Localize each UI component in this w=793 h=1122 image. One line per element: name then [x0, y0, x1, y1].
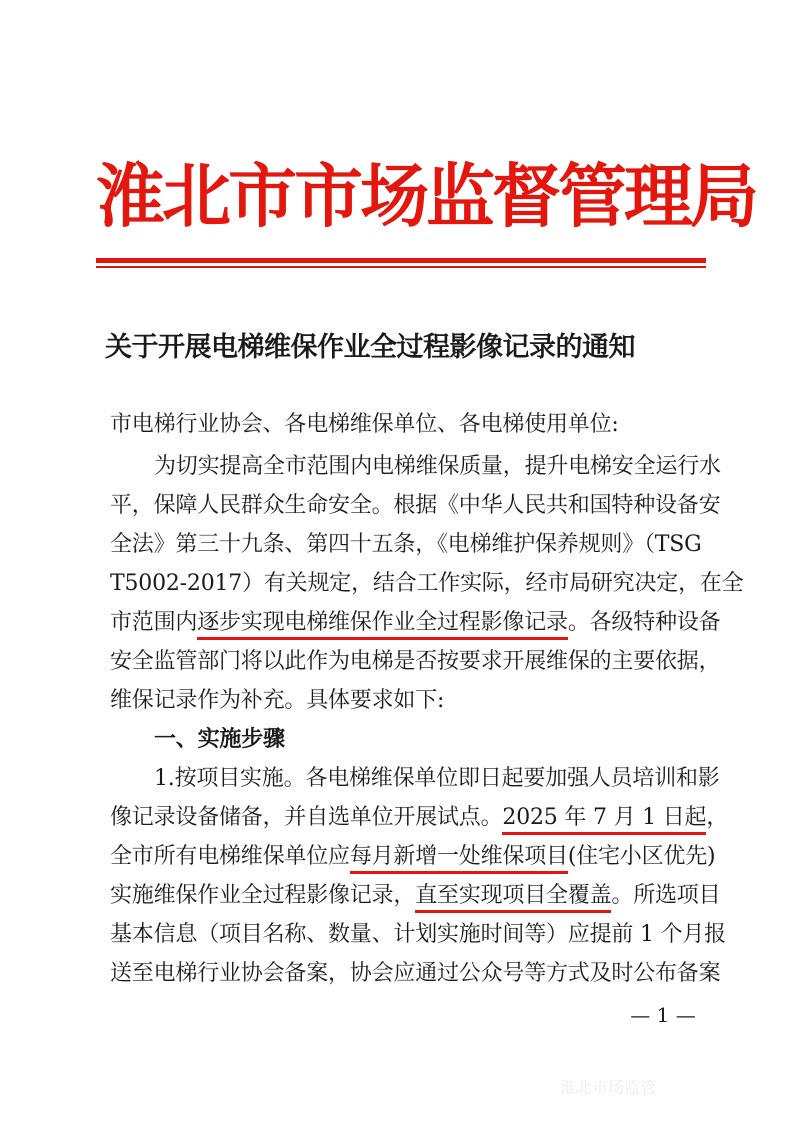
section1-line-1: 1.按项目实施。各电梯维保单位即日起要加强人员培训和影: [154, 766, 720, 791]
section1-line-4: [110, 881, 721, 911]
masthead-red-rule-thick: [96, 258, 706, 263]
document-title: 关于开展电梯维保作业全过程影像记录的通知: [105, 332, 635, 363]
body-line-3: 全法》第三十九条、第四十五条，《电梯维护保养规则》（TSG: [110, 532, 702, 557]
section1-line-4-end: 。所选项目: [611, 883, 721, 908]
underlined-phrase-full-video-record: 逐步实现电梯维保作业全过程影像记录: [197, 610, 568, 640]
underlined-date: 2025 年 7 月 1 日起: [502, 805, 706, 835]
section-heading-implementation-steps: 一、实施步骤: [154, 727, 285, 752]
body-line-5-end: 。各级特种设备: [567, 610, 721, 635]
section1-line-4-start: 实施维保作业全过程影像记录，: [110, 883, 416, 908]
section1-line-3: [110, 842, 716, 872]
section1-line-2-start: 像记录设备储备，并自选单位开展试点。: [110, 805, 503, 830]
section1-line-2-end: ，: [706, 805, 729, 830]
section1-line-3-start: 全市所有电梯维保单位应: [110, 844, 350, 869]
masthead-red-rule-thin: [96, 266, 706, 268]
masthead-issuer: 淮北市市场监督管理局: [96, 157, 756, 237]
section1-line-5: 基本信息（项目名称、数量、计划实施时间等）应提前 1 个月报: [110, 922, 726, 947]
body-line-5-start: 市范围内: [110, 610, 198, 635]
body-line-2: 平，保障人民群众生命安全。根据《中华人民共和国特种设备安: [110, 493, 721, 518]
body-line-5: [110, 608, 721, 638]
body-line-4: T5002-2017）有关规定，结合工作实际，经市局研究决定，在全: [110, 571, 744, 596]
body-line-1: 为切实提高全市范围内电梯维保质量，提升电梯安全运行水: [154, 454, 721, 479]
section1-line-2: [110, 803, 729, 833]
underlined-monthly-project: 每月新增一处维保项目: [350, 844, 568, 874]
faint-watermark: 淮北市场监管: [560, 1078, 657, 1097]
body-line-6: 安全监管部门将以此作为电梯是否按要求开展维保的主要依据，: [110, 649, 721, 674]
addressee-line: 市电梯行业协会、各电梯维保单位、各电梯使用单位:: [110, 412, 619, 437]
section1-line-3-end: (住宅小区优先): [567, 844, 716, 869]
section1-line-6: 送至电梯行业协会备案，协会应通过公众号等方式及时公布备案: [110, 961, 721, 986]
underlined-full-coverage: 直至实现项目全覆盖: [415, 883, 611, 913]
body-line-7: 维保记录作为补充。具体要求如下:: [110, 688, 445, 713]
page-number: — 1 —: [630, 1003, 696, 1027]
